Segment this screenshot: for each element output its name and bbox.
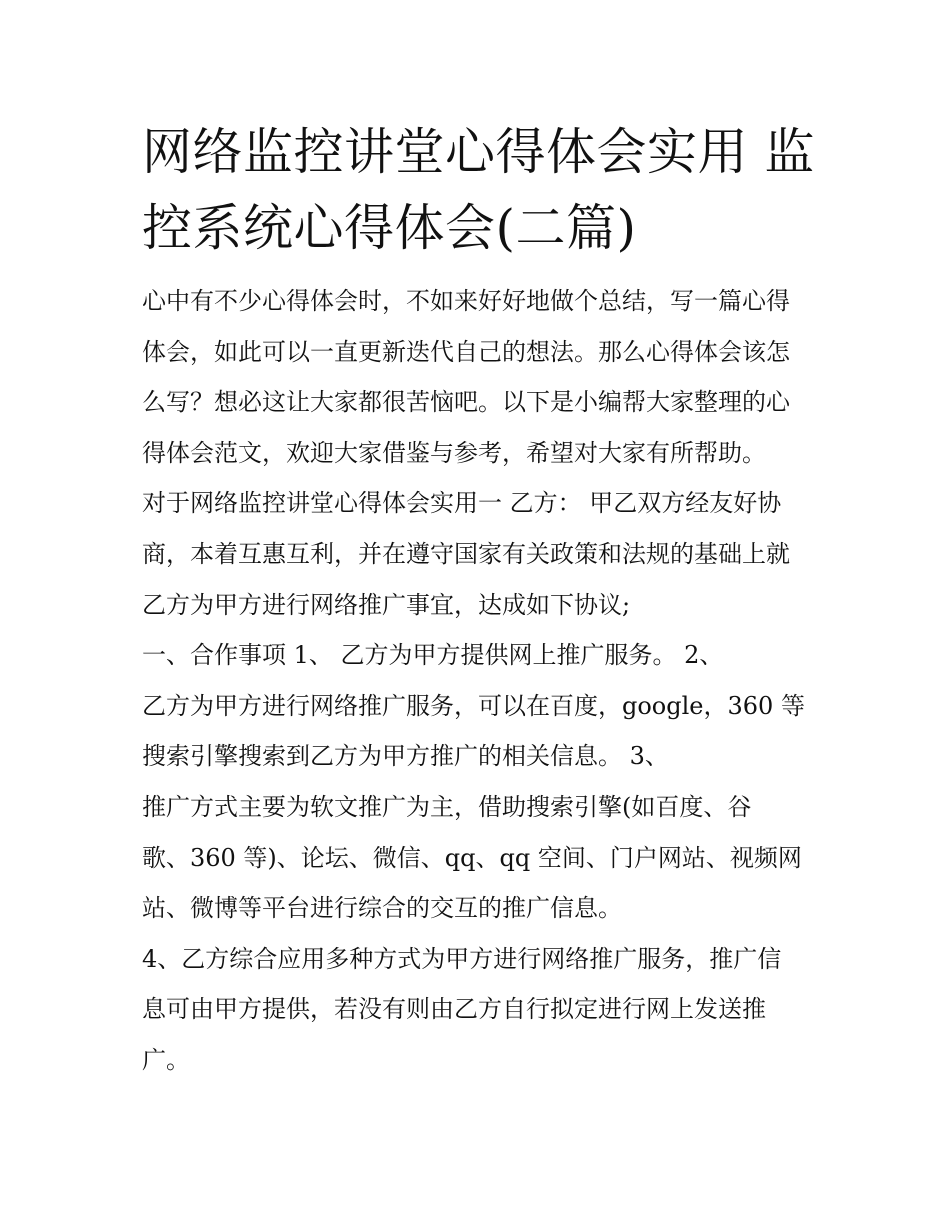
body-line: 歌、360 等)、论坛、微信、qq、qq 空间、门户网站、视频网	[142, 843, 802, 872]
title-line: 网络监控讲堂心得体会实用 监	[142, 123, 815, 181]
body-line: 站、微博等平台进行综合的交互的推广信息。	[142, 894, 622, 923]
body-line: 得体会范文，欢迎大家借鉴与参考，希望对大家有所帮助。	[142, 438, 766, 467]
title-line: 控系统心得体会(二篇)	[142, 199, 637, 257]
body-line: 搜索引擎搜索到乙方为甲方推广的相关信息。 3、	[142, 742, 669, 771]
document-body	[142, 276, 822, 1086]
body-line: 乙方为甲方进行网络推广服务，可以在百度，google，360 等	[142, 691, 805, 720]
body-line: 一、合作事项 1、 乙方为甲方提供网上推广服务。 2、	[142, 641, 724, 670]
body-line: 体会，如此可以一直更新迭代自己的想法。那么心得体会该怎	[142, 337, 790, 366]
document-title	[142, 114, 822, 266]
body-line: 4、乙方综合应用多种方式为甲方进行网络推广服务，推广信	[142, 944, 782, 973]
body-line: 广。	[142, 1045, 190, 1074]
body-line: 乙方为甲方进行网络推广事宜，达成如下协议;	[142, 590, 631, 619]
body-line: 心中有不少心得体会时，不如来好好地做个总结，写一篇心得	[142, 287, 790, 315]
body-line: 么写？想必这让大家都很苦恼吧。以下是小编帮大家整理的心	[142, 388, 790, 417]
body-line: 推广方式主要为软文推广为主，借助搜索引擎(如百度、谷	[142, 792, 752, 821]
body-line: 商，本着互惠互利，并在遵守国家有关政策和法规的基础上就	[142, 539, 790, 568]
body-line: 息可由甲方提供，若没有则由乙方自行拟定进行网上发送推	[142, 995, 766, 1024]
body-line: 对于网络监控讲堂心得体会实用一 乙方： 甲乙双方经友好协	[142, 489, 782, 518]
